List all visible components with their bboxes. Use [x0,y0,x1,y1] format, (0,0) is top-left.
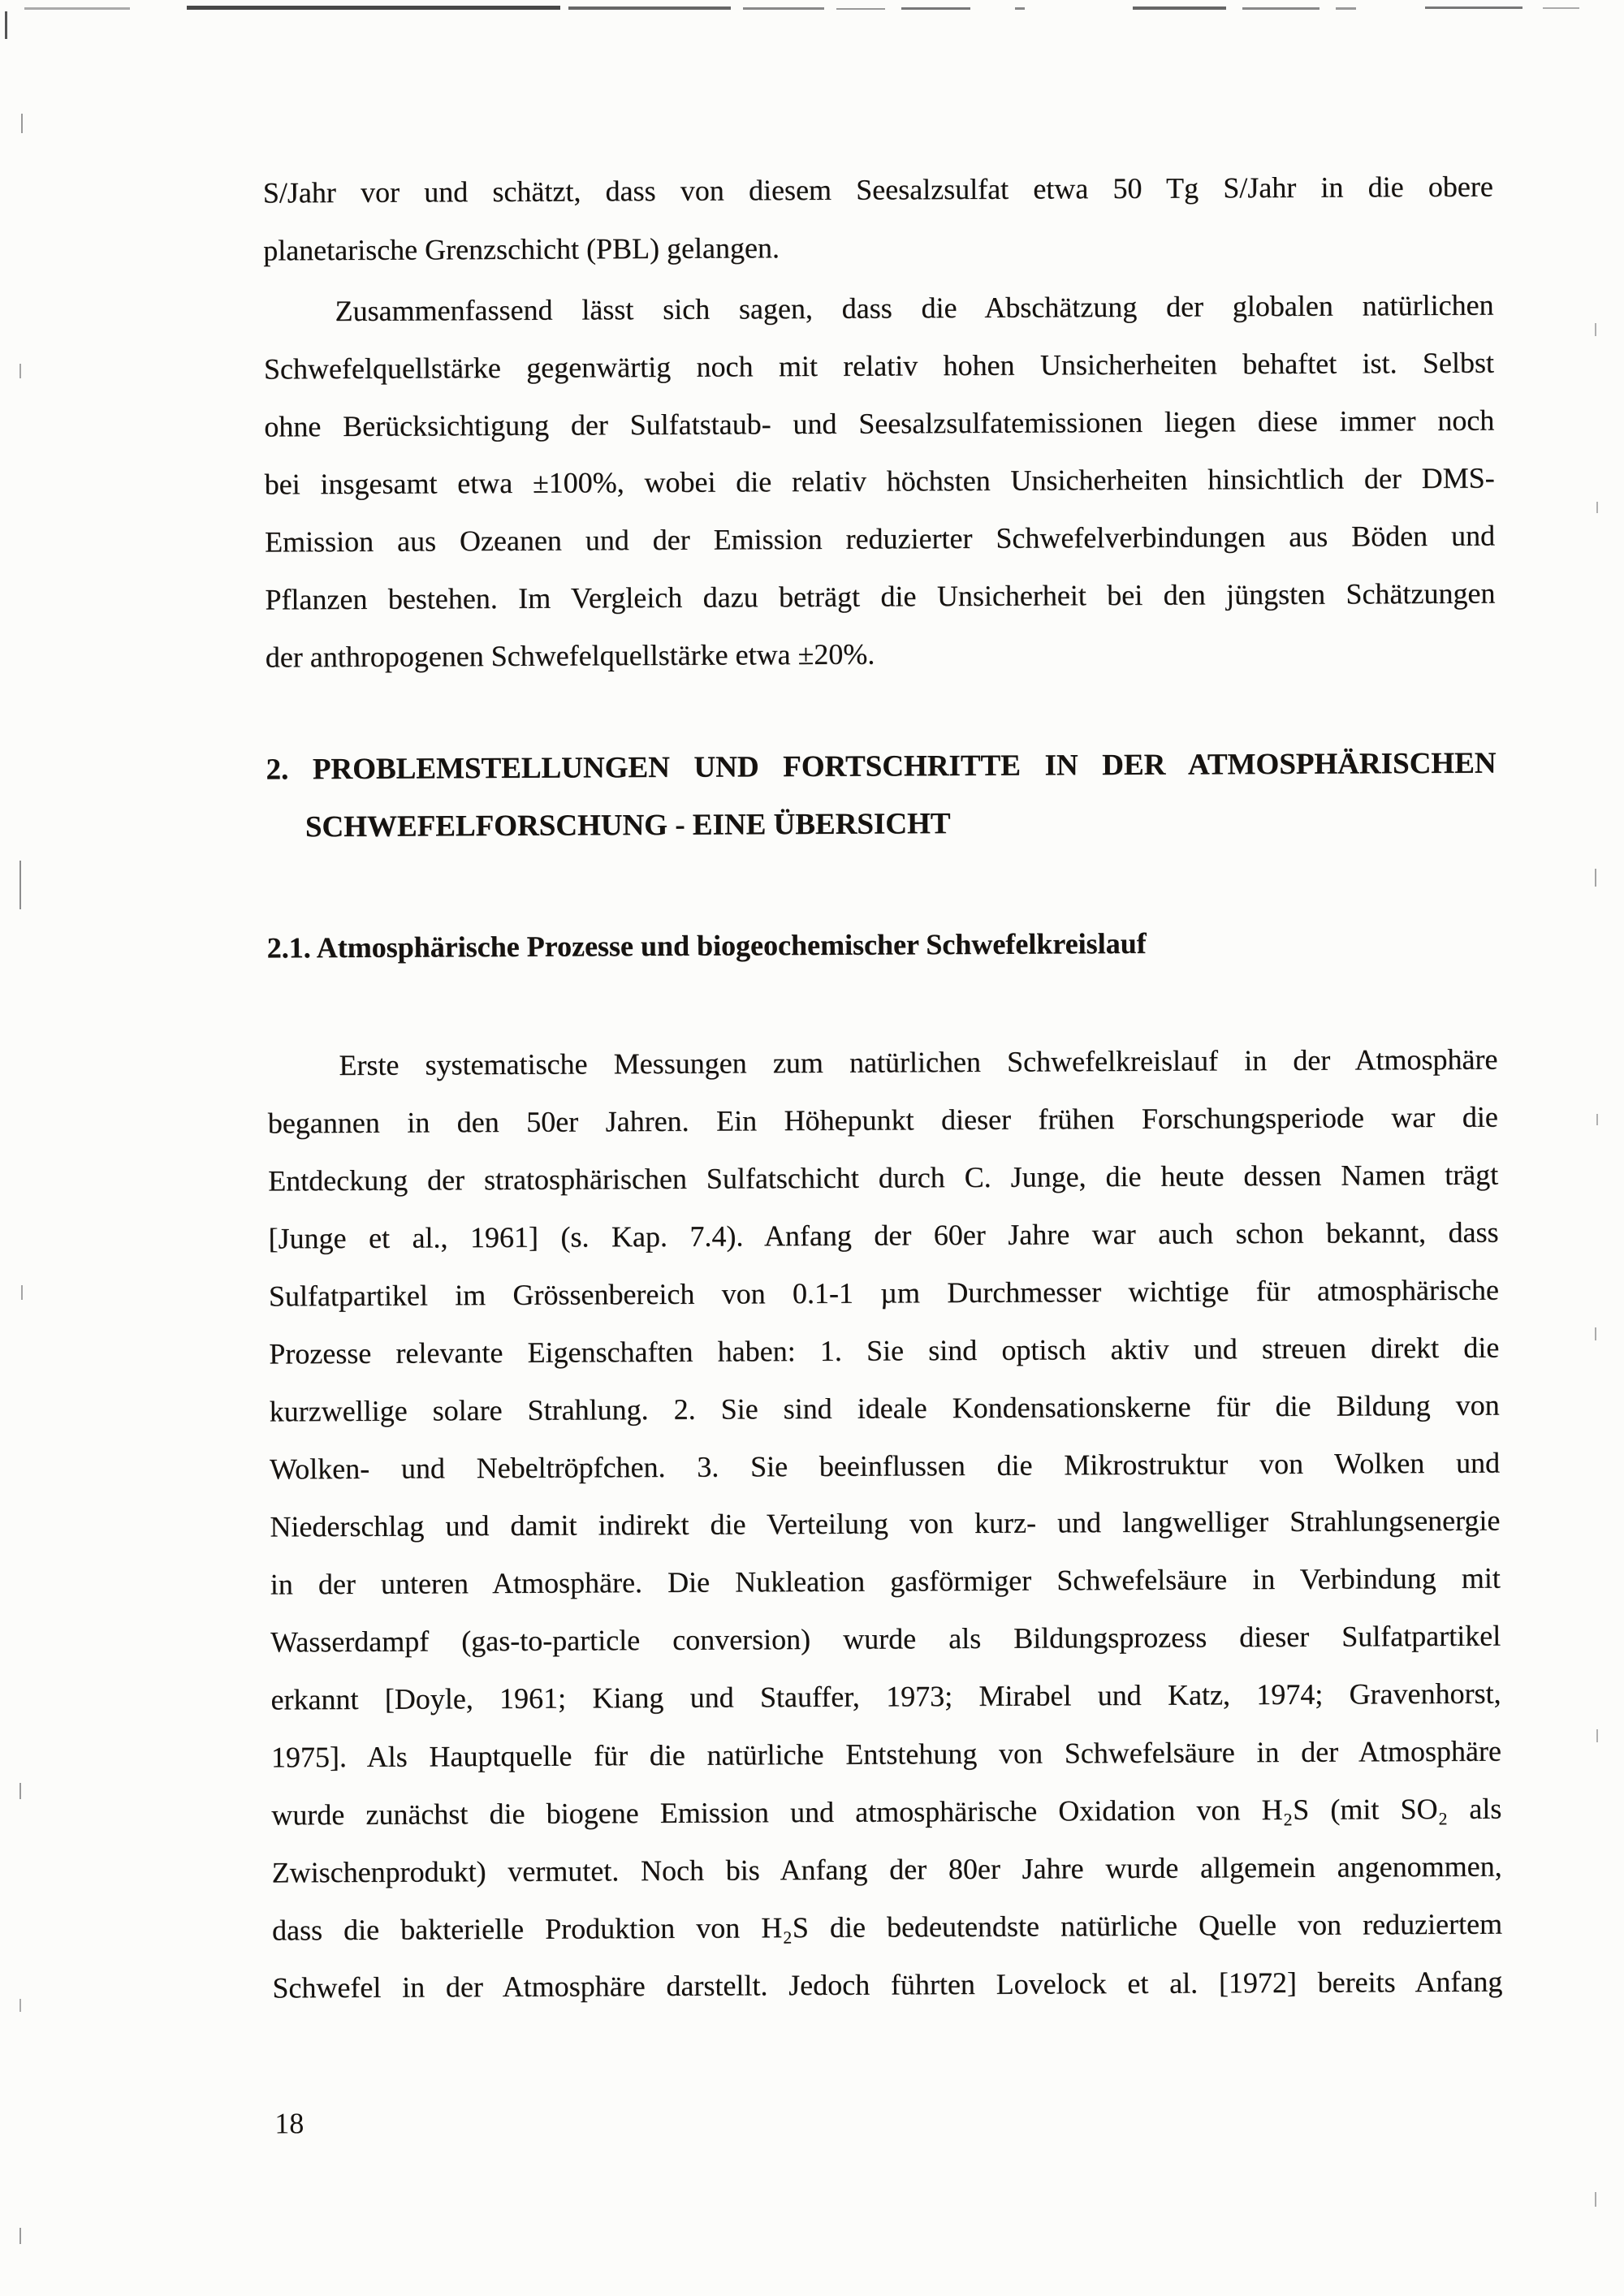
section-heading [266,735,1497,857]
text-line: in der unteren Atmosphäre. Die Nukleation gasförmiger Schwefelsäure in Verbindung mit [270,1561,1501,1601]
text-line: dass die bakterielle Produktion von H₂S die bedeutendste natürliche Quelle von reduziertem [271,1907,1503,1947]
text-line: der anthropogenen Schwefelquellstärke etwa ±20%. [265,637,875,674]
text-line: Sulfatpartikel im Grössenbereich von 0.1-1 µm Durchmesser wichtige für atmosphärische [268,1273,1500,1313]
paragraph-1 [263,158,1494,280]
section-heading-line: 2. PROBLEMSTELLUNGEN UND FORTSCHRITTE IN DER ATMOSPHÄRISCHEN [266,746,1497,787]
text-line: begannen in den 50er Jahren. Ein Höhepunkt dieser frühen Forschungsperiode war die [267,1100,1498,1140]
text-line: Pflanzen bestehen. Im Vergleich dazu beträgt die Unsicherheit bei den jüngsten Schätzungen [265,576,1496,616]
text-line: Wasserdampf (gas-to-particle conversion) wurde als Bildungsprozess dieser Sulfatpartikel [270,1619,1501,1659]
text-line: planetarische Grenzschicht (PBL) gelangen. [263,231,780,267]
text-line: erkannt [Doyle, 1961; Kiang und Stauffer, 1973; Mirabel und Katz, 1974; Gravenhorst, [270,1677,1501,1716]
text-line: Entdeckung der stratosphärischen Sulfatschicht durch C. Junge, die heute dessen Namen trägt [268,1158,1499,1198]
text-line: Wolken- und Nebeltröpfchen. 3. Sie beeinflussen die Mikrostruktur von Wolken und [269,1446,1501,1486]
page-number: 18 [274,2107,304,2140]
section-heading-line: SCHWEFELFORSCHUNG - EINE ÜBERSICHT [304,807,951,844]
text-line: Schwefelquellstärke gegenwärtig noch mit relativ hohen Unsicherheiten behaftet ist. Selbst [263,346,1495,386]
paragraph-3 [267,1031,1502,2018]
text-line: kurzwellige solare Strahlung. 2. Sie sind ideale Kondensationskerne für die Bildung von [269,1388,1500,1428]
paragraph-2 [263,277,1496,687]
text-line: Zusammenfassend lässt sich sagen, dass die Abschätzung der globalen natürlichen [335,288,1494,328]
text-line: 1975]. Als Hauptquelle für die natürliche Entstehung von Schwefelsäure in der Atmosphäre [270,1734,1502,1774]
subsection-heading-line: 2.1. Atmosphärische Prozesse und biogeochemischer Schwefelkreislauf [266,926,1147,965]
text-line: Schwefel in der Atmosphäre darstellt. Jedoch führten Lovelock et al. [1972] bereits Anfang [272,1965,1503,2005]
text-line: wurde zunächst die biogene Emission und atmosphärische Oxidation von H₂S (mit SO₂ als [271,1792,1502,1832]
text-line: ohne Berücksichtigung der Sulfatstaub- und Seesalzsulfatemissionen liegen diese immer noch [264,404,1495,443]
text-line: [Junge et al., 1961] (s. Kap. 7.4). Anfang der 60er Jahre war auch schon bekannt, dass [268,1215,1499,1255]
text-line: Zwischenprodukt) vermutet. Noch bis Anfang der 80er Jahre wurde allgemein angenommen, [271,1849,1502,1889]
text-line: S/Jahr vor und schätzt, dass von diesem Seesalzsulfat etwa 50 Tg S/Jahr in die obere [262,170,1493,209]
text-line: Prozesse relevante Eigenschaften haben: 1. Sie sind optisch aktiv und streuen direkt die [269,1331,1500,1370]
text-line: bei insgesamt etwa ±100%, wobei die relativ höchsten Unsicherheiten hinsichtlich der DMS- [264,461,1495,501]
text-line: Niederschlag und damit indirekt die Verteilung von kurz- und langwelliger Strahlungsenergie [270,1504,1501,1543]
text-line: Erste systematische Messungen zum natürlichen Schwefelkreislauf in der Atmosphäre [339,1042,1498,1082]
text-line: Emission aus Ozeanen und der Emission reduzierter Schwefelverbindungen aus Böden und [264,519,1496,559]
subsection-heading [267,913,1497,978]
